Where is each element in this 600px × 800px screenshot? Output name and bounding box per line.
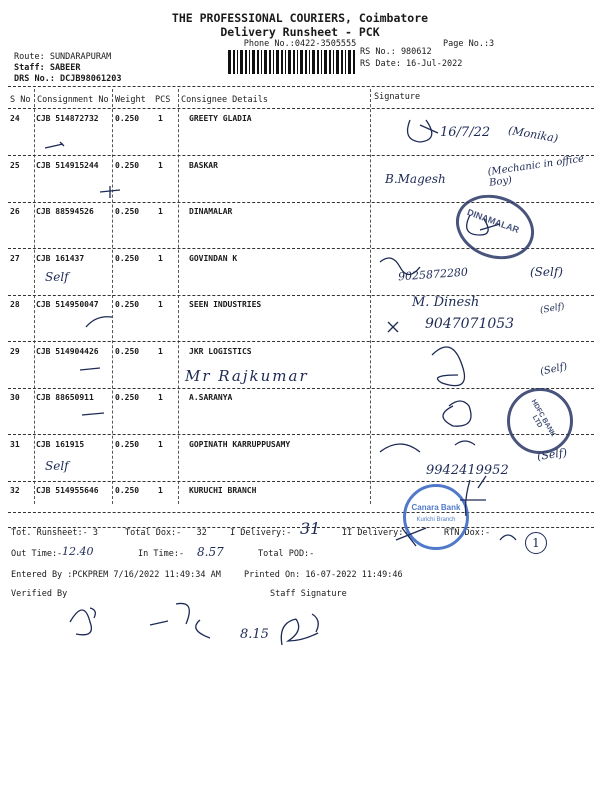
- row-pcs: 1: [158, 346, 163, 356]
- row-consignment-number: CJB 514904426: [36, 346, 99, 356]
- row-consignee: GOPINATH KARRUPPUSAMY: [189, 439, 291, 449]
- row-weight: 0.250: [115, 160, 140, 170]
- rtn-dox: RTN Dox:-: [444, 528, 491, 538]
- handwritten-delivery-count: 31: [300, 519, 321, 538]
- out-time: Out Time:-: [11, 549, 63, 559]
- staff: Staff: SABEER: [14, 63, 81, 73]
- handwritten-in-time: 8.57: [197, 545, 224, 559]
- row-pcs: 1: [158, 439, 163, 449]
- total-dox: Total Dox:- 32: [125, 528, 207, 538]
- row-consignment-number: CJB 161437: [36, 253, 85, 263]
- row-pcs: 1: [158, 300, 163, 309]
- handwritten-phone: 9025872280: [397, 265, 469, 284]
- handwritten-time: 8.15: [240, 627, 269, 642]
- entered-by: Entered By :PCKPREM 7/16/2022 11:49:34 AM: [11, 570, 221, 580]
- handwritten-self: (Self): [539, 361, 569, 378]
- rs-date: RS Date: 16-Jul-2022: [360, 59, 463, 69]
- runsheet-title: Delivery Runsheet - PCK: [220, 25, 380, 39]
- handwritten-name: (Monika): [507, 123, 560, 146]
- row-pcs: 1: [158, 393, 163, 402]
- row-pcs: 1: [158, 114, 163, 123]
- row-pcs: 1: [158, 253, 163, 263]
- row-consignee: SEEN INDUSTRIES: [189, 300, 262, 309]
- handwritten-out-time: 12.40: [62, 545, 94, 558]
- row-consignment-number: CJB 88594526: [36, 207, 94, 216]
- row-weight: 0.250: [115, 253, 140, 263]
- row-weight: 0.250: [115, 207, 140, 216]
- route: Route: SUNDARAPURAM: [14, 52, 112, 62]
- row-sno: 27: [10, 253, 20, 263]
- handwritten-name: B.Magesh: [385, 172, 446, 186]
- row-weight: 0.250: [115, 300, 140, 309]
- row-consignee: BASKAR: [189, 160, 218, 170]
- handwritten-self: Self: [45, 270, 69, 284]
- row-weight: 0.250: [115, 114, 140, 123]
- row-consignment-number: CJB 514872732: [36, 114, 99, 123]
- rs-number: RS No.: 980612: [360, 47, 432, 57]
- row-pcs: 1: [158, 160, 163, 170]
- row-sno: 31: [10, 439, 20, 449]
- row-sno: 26: [10, 207, 20, 216]
- row-consignee: DINAMALAR: [189, 207, 233, 216]
- handwritten-date: 16/7/22: [440, 125, 491, 140]
- row-weight: 0.250: [115, 439, 140, 449]
- verified-by: Verified By: [11, 589, 68, 599]
- row-consignment-number: CJB 161915: [36, 439, 85, 449]
- row-consignment-number: CJB 514950047: [36, 300, 99, 309]
- drs-number: DRS No.: DCJB98061203: [14, 74, 122, 84]
- handwritten-name: Mr Rajkumar: [185, 367, 309, 385]
- ii-delivery: II Delivery:-: [342, 528, 409, 538]
- row-sno: 30: [10, 393, 20, 402]
- handwritten-note: (Mechanic in office Boy): [486, 153, 585, 189]
- hdfc-stamp: HDFC BANK LTD: [507, 388, 573, 454]
- dinamalar-stamp: DINAMALAR: [447, 184, 543, 270]
- handwritten-rtn-count: 1: [525, 532, 547, 554]
- col-pcs: PCS: [155, 95, 171, 105]
- handwritten-phone: 9942419952: [426, 463, 509, 478]
- row-sno: 29: [10, 346, 20, 356]
- row-consignee: JKR LOGISTICS: [189, 346, 252, 356]
- col-sno: S No: [10, 95, 31, 105]
- handwritten-self: (Self): [539, 301, 566, 317]
- row-sno: 24: [10, 114, 20, 123]
- row-consignee: GREETY GLADIA: [189, 114, 252, 123]
- handwritten-self: (Self): [530, 265, 563, 279]
- row-pcs: 1: [158, 207, 163, 216]
- handwritten-phone: 9047071053: [425, 316, 515, 332]
- row-consignment-number: CJB 514955646: [36, 486, 99, 495]
- printed-on: Printed On: 16-07-2022 11:49:46: [244, 570, 403, 580]
- phone-number: Phone No.:0422-3505555: [243, 39, 357, 49]
- row-consignment-number: CJB 514915244: [36, 160, 99, 170]
- col-signature: Signature: [374, 92, 421, 102]
- i-delivery: I Delivery:-: [230, 528, 292, 538]
- handwritten-self: (Self): [536, 445, 568, 464]
- col-consignment: Consignment No: [37, 95, 109, 105]
- company-title: THE PROFESSIONAL COURIERS, Coimbatore: [171, 11, 429, 25]
- page-number: Page No.:3: [443, 39, 495, 49]
- row-consignment-number: CJB 88650911: [36, 393, 94, 402]
- in-time: In Time:-: [138, 549, 185, 559]
- total-pod: Total POD:-: [258, 549, 315, 559]
- staff-signature: Staff Signature: [270, 589, 347, 599]
- handwritten-self: Self: [45, 459, 69, 473]
- row-consignee: KURUCHI BRANCH: [189, 486, 257, 495]
- row-consignee: GOVINDAN K: [189, 253, 238, 263]
- row-weight: 0.250: [115, 393, 140, 402]
- col-consignee: Consignee Details: [181, 95, 268, 105]
- row-sno: 25: [10, 160, 20, 170]
- row-weight: 0.250: [115, 346, 140, 356]
- handwritten-name: M. Dinesh: [412, 295, 480, 310]
- tot-runsheet: Tot. Runsheet:- 3: [11, 528, 98, 538]
- row-weight: 0.250: [115, 486, 140, 495]
- row-sno: 32: [10, 486, 20, 495]
- row-sno: 28: [10, 300, 20, 309]
- canara-stamp: Canara Bank Kurichi Branch: [403, 484, 469, 550]
- row-consignee: A.SARANYA: [189, 393, 233, 402]
- row-pcs: 1: [158, 486, 163, 495]
- col-weight: Weight: [115, 95, 146, 105]
